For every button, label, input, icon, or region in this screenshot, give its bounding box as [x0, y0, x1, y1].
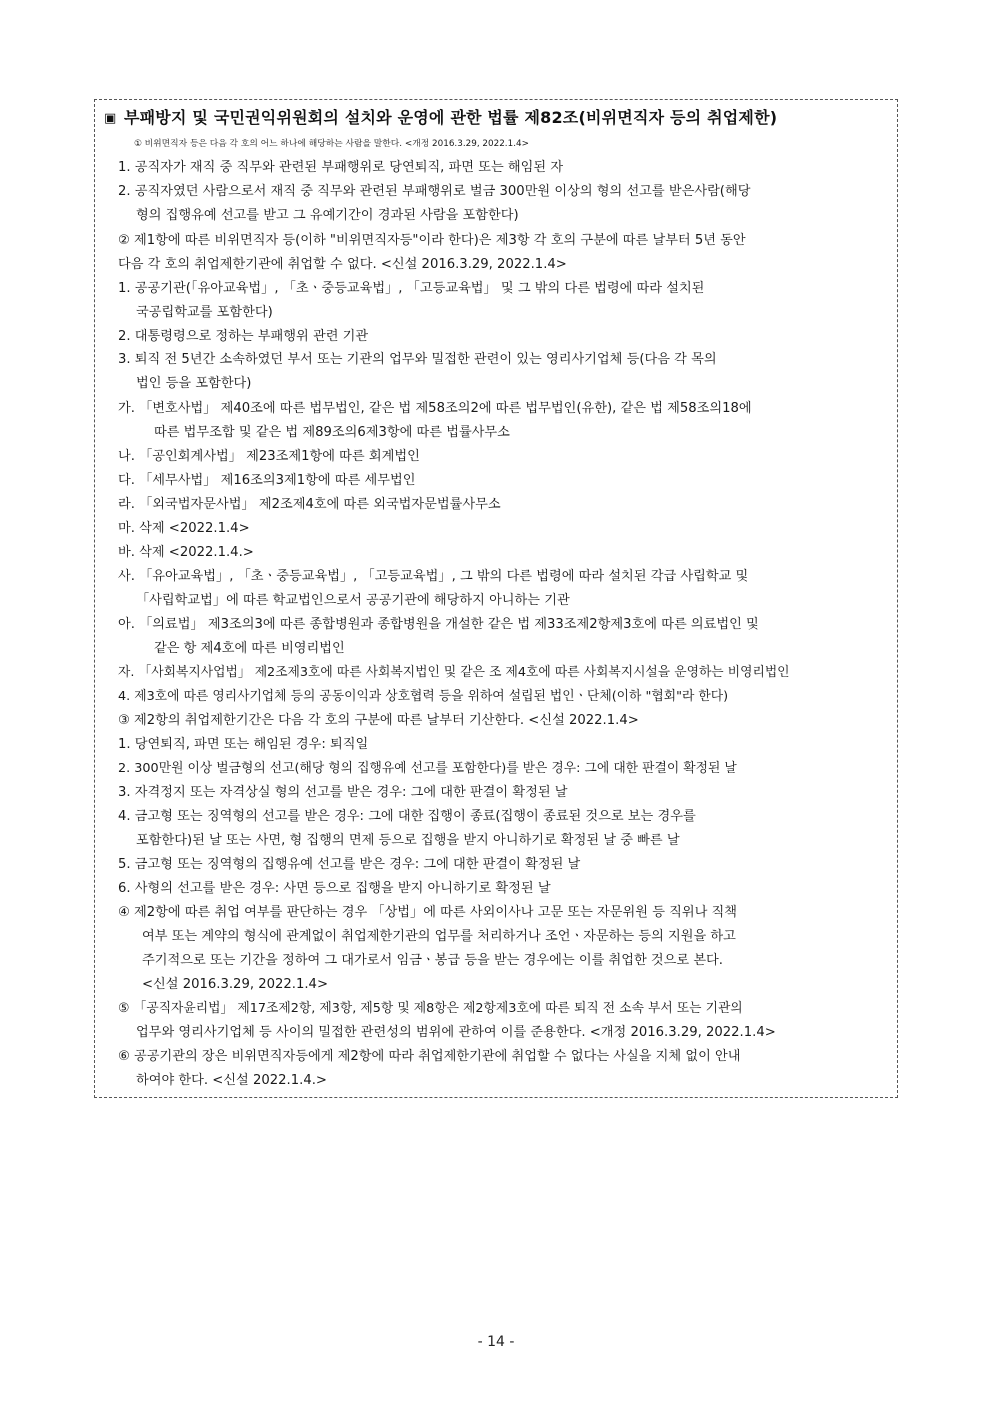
clause-2-item-1-cont: 국공립학교를 포함한다) — [136, 305, 273, 320]
sub-item-da: 다. 「세무사법」 제16조의3제1항에 따른 세무법인 — [118, 473, 416, 488]
clause-2-item-1: 1. 공공기관(「유아교육법」, 「초ㆍ중등교육법」, 「고등교육법」 및 그 밖의 다른 법령에 따라 설치된 — [118, 281, 705, 296]
clause-4: ④ 제2항에 따른 취업 여부를 판단하는 경우 「상법」에 따른 사외이사나 고문 또는 자문위원 등 직위나 직책 — [118, 905, 738, 920]
clause-3-item-6: 6. 사형의 선고를 받은 경우: 사면 등으로 집행을 받지 아니하기로 확정된 날 — [118, 881, 551, 896]
clause-3-item-1: 1. 당연퇴직, 파면 또는 해임된 경우: 퇴직일 — [118, 737, 369, 752]
clause-3-item-4: 4. 금고형 또는 징역형의 선고를 받은 경우: 그에 대한 집행이 종료(집행이 종료된 것으로 보는 경우를 — [118, 809, 696, 824]
clause-3-item-3: 3. 자격정지 또는 자격상실 형의 선고를 받은 경우: 그에 대한 판결이 확정된 날 — [118, 785, 568, 800]
clause-3: ③ 제2항의 취업제한기간은 다음 각 호의 구분에 따른 날부터 기산한다. <신설 2022.1.4> — [118, 713, 639, 728]
article-title — [104, 104, 894, 132]
clause-2-item-3: 3. 퇴직 전 5년간 소속하였던 부서 또는 기관의 업무와 밀접한 관련이 있는 영리사기업체 등(다음 각 목의 — [118, 352, 717, 367]
clause-3-item-4-cont: 포함한다)된 날 또는 사면, 형 집행의 면제 등으로 집행을 받지 아니하기로 확정된 날 중 빠른 날 — [136, 833, 680, 848]
sub-item-a-cont: 같은 항 제4호에 따른 비영리법인 — [154, 641, 345, 656]
clause-6: ⑥ 공공기관의 장은 비위면직자등에게 제2항에 따라 취업제한기관에 취업할 수 없다는 사실을 지체 없이 안내 — [118, 1049, 741, 1064]
sub-item-na: 나. 「공인회계사법」 제23조제1항에 따른 회계법인 — [118, 449, 420, 464]
sub-item-ba: 바. 삭제 <2022.1.4.> — [118, 545, 254, 560]
clause-2: ② 제1항에 따른 비위면직자 등(이하 "비위면직자등"이라 한다)은 제3항 각 호의 구분에 따른 날부터 5년 동안 — [118, 233, 746, 248]
clause-1-item-1: 1. 공직자가 재직 중 직무와 관련된 부패행위로 당연퇴직, 파면 또는 해임된 자 — [118, 160, 564, 175]
clause-2-item-4: 4. 제3호에 따른 영리사기업체 등의 공동이익과 상호협력 등을 위하여 설립된 법인ㆍ단체(이하 "협회"라 한다) — [118, 689, 729, 704]
sub-item-sa: 사. 「유아교육법」, 「초ㆍ중등교육법」, 「고등교육법」, 그 밖의 다른 법령에 따라 설치된 각급 사립학교 및 — [118, 569, 749, 584]
clause-3-item-5: 5. 금고형 또는 징역형의 집행유예 선고를 받은 경우: 그에 대한 판결이 확정된 날 — [118, 857, 581, 872]
clause-2-cont: 다음 각 호의 취업제한기관에 취업할 수 없다. <신설 2016.3.29, 2022.1.4> — [118, 257, 567, 272]
clause-3-item-2: 2. 300만원 이상 벌금형의 선고(해당 형의 집행유예 선고를 포함한다)를 받은 경우: 그에 대한 판결이 확정된 날 — [118, 761, 737, 776]
sub-item-ra: 라. 「외국법자문사법」 제2조제4호에 따른 외국법자문법률사무소 — [118, 497, 501, 512]
clause-5: ⑤ 「공직자윤리법」 제17조제2항, 제3항, 제5항 및 제8항은 제2항제3호에 따른 퇴직 전 소속 부서 또는 기관의 — [118, 1001, 743, 1016]
clause-4-cont-2: 주기적으로 또는 기간을 정하여 그 대가로서 임금ㆍ봉급 등을 받는 경우에는 이를 취업한 것으로 본다. — [142, 953, 723, 968]
clause-4-cont-1: 여부 또는 계약의 형식에 관계없이 취업제한기관의 업무를 처리하거나 조언ㆍ자문하는 등의 지원을 하고 — [142, 929, 736, 944]
square-bullet-icon: ▣ — [104, 111, 117, 126]
clause-1: ① 비위면직자 등은 다음 각 호의 어느 하나에 해당하는 사람을 말한다. <개정 2016.3.29, 2022.1.4> — [134, 139, 529, 149]
clause-5-cont: 업무와 영리사기업체 등 사이의 밀접한 관련성의 범위에 관하여 이를 준용한다. <개정 2016.3.29, 2022.1.4> — [136, 1025, 776, 1040]
article-title-text: 부패방지 및 국민권익위원회의 설치와 운영에 관한 법률 제82조(비위면직자 등의 취업제한) — [124, 108, 778, 127]
clause-1-item-2-cont: 형의 집행유예 선고를 받고 그 유예기간이 경과된 사람을 포함한다) — [136, 208, 519, 223]
clause-4-amendment: <신설 2016.3.29, 2022.1.4> — [142, 977, 328, 992]
sub-item-ja: 자. 「사회복지사업법」 제2조제3호에 따른 사회복지법인 및 같은 조 제4호에 따른 사회복지시설을 운영하는 비영리법인 — [118, 665, 790, 680]
clause-2-item-2: 2. 대통령령으로 정하는 부패행위 관련 기관 — [118, 329, 369, 344]
sub-item-ma: 마. 삭제 <2022.1.4> — [118, 521, 250, 536]
clause-6-cont: 하여야 한다. <신설 2022.1.4.> — [136, 1073, 327, 1088]
sub-item-ga-cont: 따른 법무조합 및 같은 법 제89조의6제3항에 따른 법률사무소 — [154, 425, 510, 440]
clause-1-item-2: 2. 공직자였던 사람으로서 재직 중 직무와 관련된 부패행위로 벌금 300만원 이상의 형의 선고를 받은사람(해당 — [118, 184, 751, 199]
clause-2-item-3-cont: 법인 등을 포함한다) — [136, 376, 252, 391]
sub-item-sa-cont: 「사립학교법」에 따른 학교법인으로서 공공기관에 해당하지 아니하는 기관 — [136, 593, 570, 608]
sub-item-ga: 가. 「변호사법」 제40조에 따른 법무법인, 같은 법 제58조의2에 따른 법무법인(유한), 같은 법 제58조의18에 — [118, 401, 752, 416]
sub-item-a: 아. 「의료법」 제3조의3에 따른 종합병원과 종합병원을 개설한 같은 법 제33조제2항제3호에 따른 의료법인 및 — [118, 617, 759, 632]
page-number: - 14 - — [477, 1334, 515, 1350]
